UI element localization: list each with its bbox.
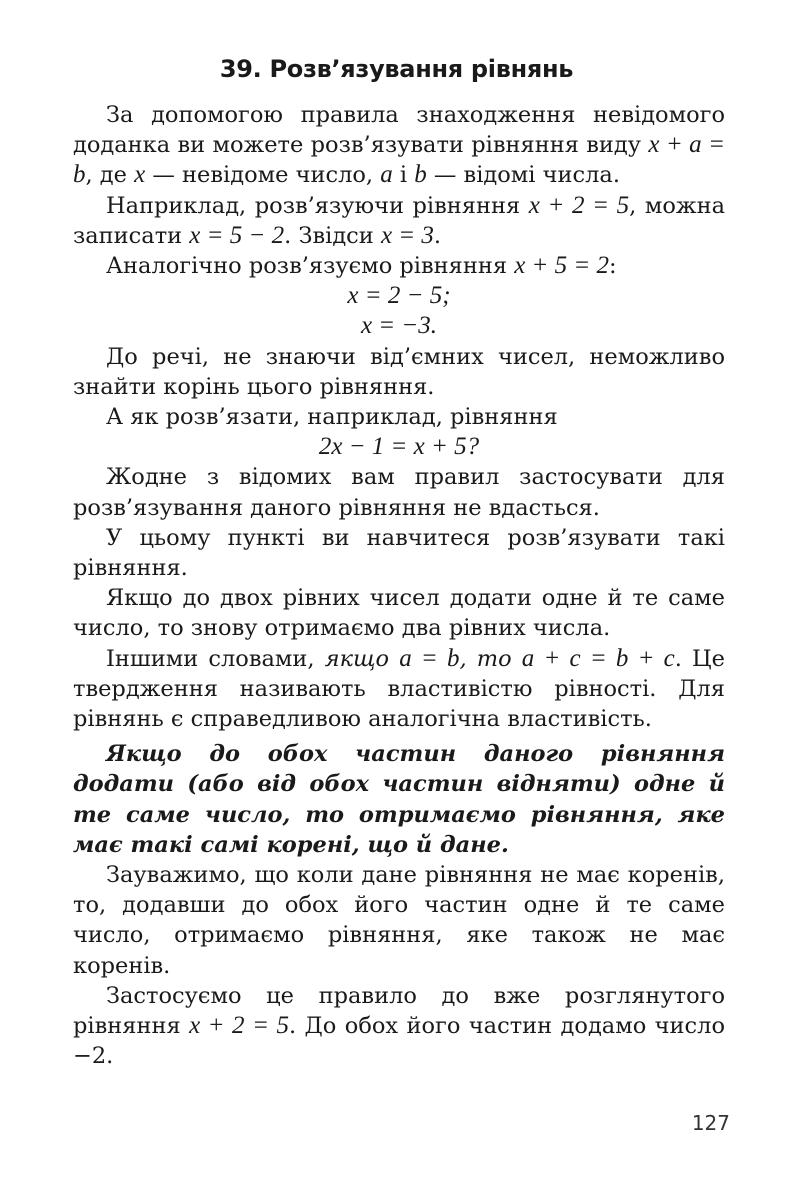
text: За допомогою правила знаходження невідомого доданка ви можете розв’язувати рівняння виду: [73, 102, 725, 159]
text: якщо: [324, 645, 400, 672]
paragraph-remark: До речі, не знаючи від’ємних чисел, неможливо знайти корінь цього рівняння.: [73, 343, 725, 400]
text: і: [392, 162, 415, 189]
equation-line: x = −3.: [360, 312, 438, 340]
paragraph-analog: [73, 251, 725, 281]
equation-line: x = 2 − 5;: [347, 282, 451, 310]
text: Наприклад, розв’язуючи рівняння: [106, 192, 529, 219]
page-body: [73, 100, 725, 1072]
text: — відомі числа.: [426, 162, 620, 189]
paragraph-question: А як розв’язати, наприклад, рівняння: [106, 404, 558, 431]
page-number: 127: [691, 1111, 730, 1135]
paragraph-goal: У цьому пункті ви навчитеся розв’язувати такі рівняння.: [73, 524, 725, 582]
equation: x = 3: [380, 221, 434, 249]
section-title: 39. Розв’язування рівнянь: [219, 55, 574, 83]
text: , можна записати: [73, 192, 725, 249]
paragraph-property: [73, 644, 725, 735]
equation-line: 2x − 1 = x + 5?: [318, 433, 480, 461]
equation: x + 2 = 5: [528, 191, 630, 219]
text: , де: [85, 162, 135, 189]
equation: x + 2 = 5: [189, 1012, 289, 1040]
text: Іншими словами,: [106, 645, 325, 672]
paragraph-no-rule: Жодне з відомих вам правил застосувати для розв’язування даного рівняння не вдасться.: [73, 464, 725, 521]
text: .: [433, 222, 442, 249]
paragraph-apply: [73, 981, 725, 1072]
text: , то: [459, 645, 522, 672]
variable: x: [134, 161, 146, 189]
text: :: [609, 253, 617, 280]
paragraph-equal-numbers: Якщо до двох рівних чисел додати одне й те саме число, то знову отримаємо два рівних числа.: [73, 585, 725, 642]
paragraph-example: [73, 191, 725, 251]
variable: b: [414, 161, 427, 189]
variable: a: [380, 161, 393, 189]
text: . До обох його частин додамо число −2.: [73, 1013, 725, 1070]
equation: a = b: [399, 644, 460, 672]
text: Аналогічно розв’язуємо рівняння: [106, 253, 515, 280]
equation: x + a = b: [73, 131, 725, 189]
equation: x = 5 − 2: [189, 221, 285, 249]
equation: a + c = b + c: [521, 644, 675, 672]
text: — невідоме число,: [145, 162, 381, 189]
text: . Це твердження називають властивістю рівності. Для рівнянь є справедливою аналогічна властивість.: [73, 645, 725, 733]
text: . Звідси: [284, 222, 381, 249]
paragraph-no-roots: Зауважимо, що коли дане рівняння не має коренів, то, додавши до обох його частин одне й те саме число, отримаємо рівняння, яке також не має коренів.: [73, 862, 725, 979]
rule-statement: Якщо до обох частин даного рівняння додати (або від обох частин відняти) одне й те саме число, то отримаємо рівняння, яке має такі самі корені, що й дане.: [73, 741, 725, 858]
text: Застосуємо це правило до вже розглянутого рівняння: [73, 982, 725, 1040]
paragraph-intro: [73, 100, 725, 191]
equation: x + 5 = 2: [514, 252, 610, 280]
